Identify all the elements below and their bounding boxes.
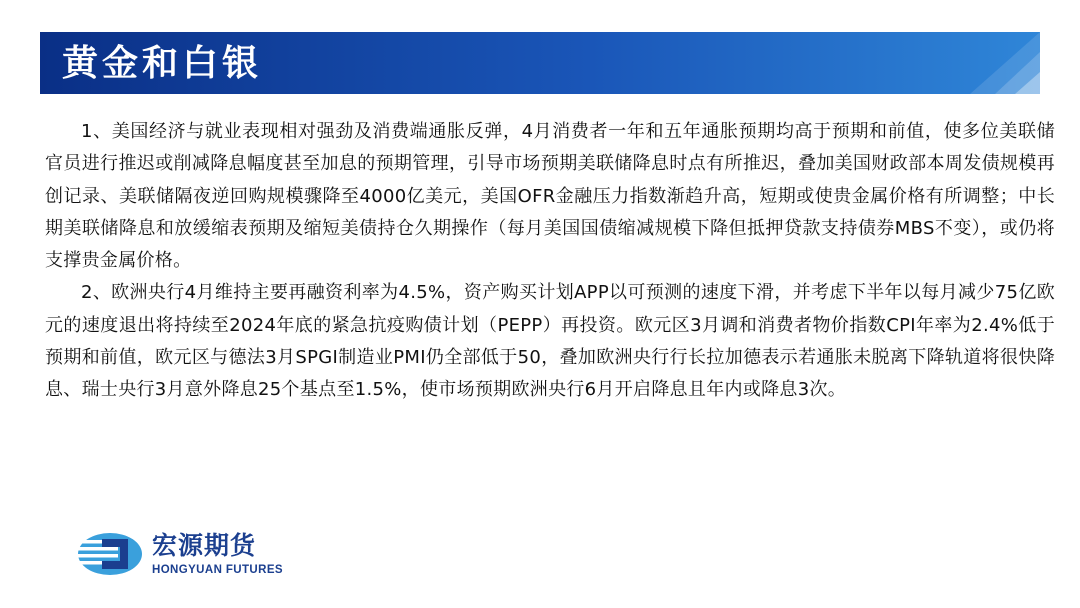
paragraph-gold-europe: 2、欧洲央行4月维持主要再融资利率为4.5%，资产购买计划APP以可预测的速度下滑，并考虑下半年以每月减少75亿欧元的速度退出将持续至2024年底的紧急抗疫购债计划（PEPP）再投资。欧元区3月调和消费者物价指数CPI年率为2.4%低于预期和前值，欧元区与德法3月SPGI制造业PMI仍全部低于50，叠加欧洲央行行长拉加德表示若通胀未脱离下降轨道将很快降息、瑞士央行3月意外降息25个基点至1.5%，使市场预期欧洲央行6月开启降息且年内或降息3次。 — [45, 282, 1055, 401]
page-title: 黄金和白银 — [62, 42, 263, 84]
logo-text-en: HONGYUAN FUTURES — [152, 564, 283, 576]
logo-mark-icon — [76, 531, 144, 577]
body-text — [45, 116, 1055, 407]
company-logo — [76, 531, 316, 579]
logo-text-cn: 宏源期货 — [152, 531, 257, 560]
title-banner — [40, 32, 1040, 94]
paragraph-gold-us: 1、美国经济与就业表现相对强劲及消费端通胀反弹，4月消费者一年和五年通胀预期均高于预期和前值，使多位美联储官员进行推迟或削减降息幅度甚至加息的预期管理，引导市场预期美联储降息时点有所推迟，叠加美国财政部本周发债规模再创记录、美联储隔夜逆回购规模骤降至4000亿美元，美国OFR金融压力指数渐趋升高，短期或使贵金属价格有所调整；中长期美联储降息和放缓缩表预期及缩短美债持仓久期操作（每月美国国债缩减规模下降但抵押贷款支持债券MBS不变），或仍将支撑贵金属价格。 — [45, 121, 1055, 272]
